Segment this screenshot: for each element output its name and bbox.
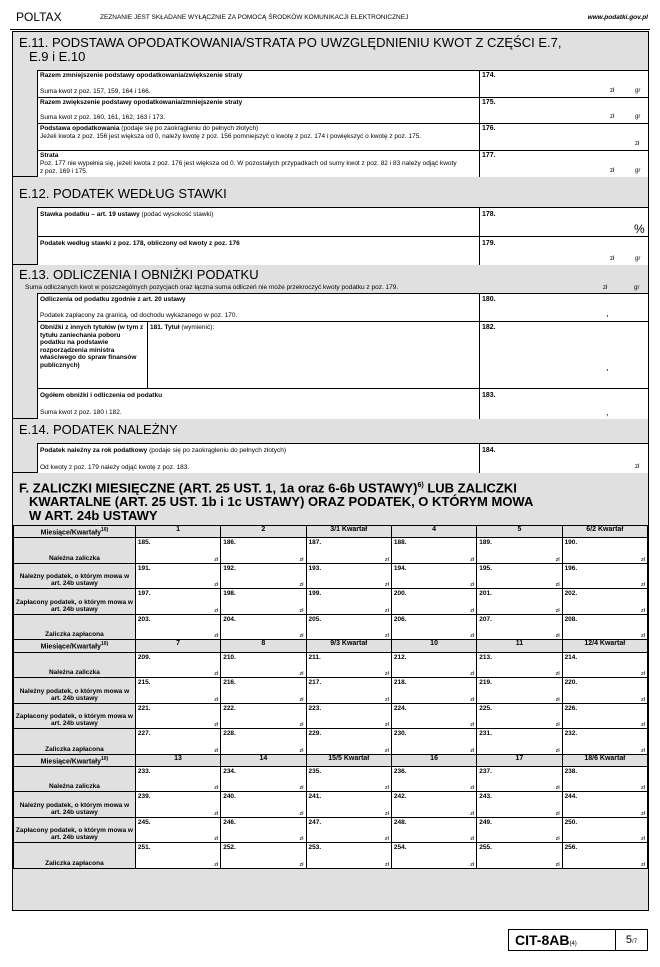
period-header: 8 bbox=[221, 640, 306, 652]
field-181-title[interactable]: 181. Tytuł (wymienić): bbox=[147, 321, 479, 388]
amount-field[interactable]: 193. zł bbox=[306, 563, 391, 589]
period-header: 2 bbox=[221, 526, 306, 538]
row-label: Należny podatek, o którym mowa w art. 24b ustawy bbox=[14, 792, 136, 818]
amount-field[interactable]: 204. zł bbox=[221, 614, 306, 640]
form-footer bbox=[508, 929, 648, 951]
amount-field[interactable]: 186. zł bbox=[221, 538, 306, 564]
table-row bbox=[14, 843, 648, 869]
amount-field[interactable]: 198. zł bbox=[221, 589, 306, 615]
period-header: 5 bbox=[477, 526, 562, 538]
amount-field[interactable]: 224. zł bbox=[391, 703, 476, 729]
form-frame bbox=[12, 31, 649, 911]
advances-table bbox=[13, 525, 648, 869]
section-e14-title: E.14. PODATEK NALEŻNY bbox=[19, 422, 178, 437]
page-header bbox=[10, 4, 650, 30]
section-e12-title: E.12. PODATEK WEDŁUG STAWKI bbox=[19, 186, 227, 201]
amount-field[interactable]: 227. zł bbox=[135, 729, 220, 755]
percent-sign: % bbox=[634, 222, 645, 236]
amount-field[interactable]: 239. zł bbox=[135, 792, 220, 818]
page-number: 5/7 bbox=[615, 930, 647, 950]
amount-field[interactable]: 216. zł bbox=[221, 678, 306, 704]
amount-field[interactable]: 211. zł bbox=[306, 652, 391, 678]
website-url[interactable]: www.podatki.gov.pl bbox=[587, 14, 648, 21]
row-label: Zaliczka zapłacona bbox=[14, 614, 136, 640]
field-177[interactable]: 177. zł gr bbox=[479, 150, 648, 177]
amount-field[interactable]: 255. zł bbox=[477, 843, 562, 869]
period-header: 11 bbox=[477, 640, 562, 652]
form-code: CIT-8AB(4) bbox=[515, 932, 577, 948]
section-e13-title: E.13. ODLICZENIA I OBNIŻKI PODATKU bbox=[19, 267, 259, 282]
amount-field[interactable]: 233. zł bbox=[135, 766, 220, 792]
table-row bbox=[14, 563, 648, 589]
period-header: 16 bbox=[391, 754, 476, 766]
amount-field[interactable]: 200. zł bbox=[391, 589, 476, 615]
amount-field[interactable]: 250. zł bbox=[562, 817, 647, 843]
row-label: Zapłacony podatek, o którym mowa w art. 24b ustawy bbox=[14, 589, 136, 615]
table-row bbox=[14, 589, 648, 615]
amount-field[interactable]: 240. zł bbox=[221, 792, 306, 818]
table-row bbox=[14, 792, 648, 818]
amount-field[interactable]: 248. zł bbox=[391, 817, 476, 843]
table-row bbox=[14, 678, 648, 704]
brand: POLTAX bbox=[16, 10, 62, 24]
period-header: 1 bbox=[135, 526, 220, 538]
amount-field[interactable]: 254. zł bbox=[391, 843, 476, 869]
amount-field[interactable]: 210. zł bbox=[221, 652, 306, 678]
amount-field[interactable]: 229. zł bbox=[306, 729, 391, 755]
period-header: 14 bbox=[221, 754, 306, 766]
amount-field[interactable]: 215. zł bbox=[135, 678, 220, 704]
period-header: 6/2 Kwartał bbox=[562, 526, 647, 538]
amount-field[interactable]: 197. zł bbox=[135, 589, 220, 615]
field-183[interactable]: 183. , bbox=[479, 388, 648, 419]
period-header: 15/5 Kwartał bbox=[306, 754, 391, 766]
amount-field[interactable]: 219. zł bbox=[477, 678, 562, 704]
grid-header-row bbox=[14, 640, 648, 652]
section-e11-title: E.11. PODSTAWA OPODATKOWANIA/STRATA PO UWZGLĘDNIENIU KWOT Z CZĘŚCI E.7, E.9 i E.10 bbox=[19, 35, 562, 64]
amount-field[interactable]: 232. zł bbox=[562, 729, 647, 755]
amount-field[interactable]: 238. zł bbox=[562, 766, 647, 792]
amount-field[interactable]: 242. zł bbox=[391, 792, 476, 818]
amount-field[interactable]: 241. zł bbox=[306, 792, 391, 818]
amount-field[interactable]: 249. zł bbox=[477, 817, 562, 843]
period-header: 7 bbox=[135, 640, 220, 652]
field-179[interactable]: 179. zł gr bbox=[479, 236, 648, 265]
table-row bbox=[14, 652, 648, 678]
row-177-label: Strata Poz. 177 nie wypełnia się, jeżeli kwota z poz. 176 jest większa od 0. W pozostałych przypadkach od sumy kwot z poz. 82 i 83 należy odjąć kwoty z poz. 169 i 175. bbox=[37, 150, 479, 177]
amount-field[interactable]: 205. zł bbox=[306, 614, 391, 640]
section-e13: E.13. ODLICZENIA I OBNIŻKI PODATKU Suma odliczanych kwot w poszczególnych pozycjach oraz łączna suma odliczeń nie może przekroczyć kwoty podatku z poz. 179. zł gr Odliczenia od podatku zgodnie z art. 20 ustawy Podatek zapłacony za granicą, od dochodu wykazanego w poz. 170. 180. , Obniżki z innych tytułów (w tym z tytułu zaniechania poboru podatku na podstawie rozporządzenia ministra właściwego do spraw finansów publicznych) 181. Tytuł (wymienić): 182. , Ogółem obniżki i odliczenia od podatku Suma kwot z poz. 180 i 182. 183. , bbox=[13, 265, 648, 419]
amount-field[interactable]: 247. zł bbox=[306, 817, 391, 843]
amount-field[interactable]: 252. zł bbox=[221, 843, 306, 869]
amount-field[interactable]: 217. zł bbox=[306, 678, 391, 704]
row-175-label: Razem zwiększenie podstawy opodatkowania/zmniejszenie straty Suma kwot z poz. 160, 161, 162, 163 i 173. bbox=[37, 97, 479, 123]
amount-field[interactable]: 203. zł bbox=[135, 614, 220, 640]
amount-field[interactable]: 223. zł bbox=[306, 703, 391, 729]
row-label: Zaliczka zapłacona bbox=[14, 729, 136, 755]
months-quarters-header: Miesiące/Kwartały$^{10)}$ bbox=[14, 526, 136, 538]
field-184[interactable]: 184. zł bbox=[479, 443, 648, 473]
table-row bbox=[14, 703, 648, 729]
amount-field[interactable]: 202. zł bbox=[562, 589, 647, 615]
period-header: 9/3 Kwartał bbox=[306, 640, 391, 652]
row-176-label: Podstawa opodatkowania (podaje się po zaokrągleniu do pełnych złotych) Jeżeli kwota z poz. 156 jest większa od 0, należy kwotę z poz. 156 pomniejszyć o kwotę z poz. 174 i powiększyć o kwotę z poz. 175. bbox=[37, 123, 479, 150]
amount-field[interactable]: 236. zł bbox=[391, 766, 476, 792]
row-label: Należny podatek, o którym mowa w art. 24b ustawy bbox=[14, 678, 136, 704]
section-e13-intro: Suma odliczanych kwot w poszczególnych pozycjach oraz łączna suma odliczeń nie może przekroczyć kwoty podatku z poz. 179. bbox=[25, 284, 399, 291]
amount-field[interactable]: 256. zł bbox=[562, 843, 647, 869]
row-label: Należna zaliczka bbox=[14, 652, 136, 678]
amount-field[interactable]: 214. zł bbox=[562, 652, 647, 678]
months-quarters-header: Miesiące/Kwartały$^{10)}$ bbox=[14, 640, 136, 652]
row-label: Należna zaliczka bbox=[14, 538, 136, 564]
amount-field[interactable]: 212. zł bbox=[391, 652, 476, 678]
amount-field[interactable]: 234. zł bbox=[221, 766, 306, 792]
amount-field[interactable]: 192. zł bbox=[221, 563, 306, 589]
months-quarters-header: Miesiące/Kwartały$^{10)}$ bbox=[14, 754, 136, 766]
section-e14 bbox=[13, 419, 648, 473]
amount-field[interactable]: 246. zł bbox=[221, 817, 306, 843]
field-180[interactable]: 180. , bbox=[479, 293, 648, 321]
amount-field[interactable]: 226. zł bbox=[562, 703, 647, 729]
amount-field[interactable]: 220. zł bbox=[562, 678, 647, 704]
row-label: Zapłacony podatek, o którym mowa w art. 24b ustawy bbox=[14, 817, 136, 843]
amount-field[interactable]: 196. zł bbox=[562, 563, 647, 589]
field-176[interactable]: 176. zł bbox=[479, 123, 648, 150]
table-row bbox=[14, 817, 648, 843]
field-182[interactable]: 182. , bbox=[479, 321, 648, 388]
amount-field[interactable]: 195. zł bbox=[477, 563, 562, 589]
amount-field[interactable]: 191. zł bbox=[135, 563, 220, 589]
table-row bbox=[14, 766, 648, 792]
amount-field[interactable]: 237. zł bbox=[477, 766, 562, 792]
period-header: 10 bbox=[391, 640, 476, 652]
amount-field[interactable]: 218. zł bbox=[391, 678, 476, 704]
row-label: Zaliczka zapłacona bbox=[14, 843, 136, 869]
section-f-title: F. ZALICZKI MIESIĘCZNE (ART. 25 UST. 1, 1a oraz 6-6b USTAWY)$^{6)}$ LUB ZALICZKI KWARTALNE (ART. 25 UST. 1b i 1c USTAWY) ORAZ PODATEK, O KTÓRYM MOWA W ART. 24b USTAWY bbox=[19, 480, 534, 524]
field-175[interactable]: 175. zł gr bbox=[479, 97, 648, 123]
section-e11 bbox=[13, 32, 648, 177]
electronic-note: ZEZNANIE JEST SKŁADANE WYŁĄCZNIE ZA POMOCĄ ŚRODKÓW KOMUNIKACJI ELEKTRONICZNEJ bbox=[100, 14, 409, 21]
amount-field[interactable]: 208. zł bbox=[562, 614, 647, 640]
amount-field[interactable]: 230. zł bbox=[391, 729, 476, 755]
amount-field[interactable]: 185. zł bbox=[135, 538, 220, 564]
table-row bbox=[14, 729, 648, 755]
row-178-label: Stawka podatku – art. 19 ustawy (podać wysokość stawki) bbox=[37, 207, 479, 236]
amount-field[interactable]: 207. zł bbox=[477, 614, 562, 640]
amount-field[interactable]: 201. zł bbox=[477, 589, 562, 615]
field-174[interactable]: 174. zł gr bbox=[479, 70, 648, 97]
amount-field[interactable]: 228. zł bbox=[221, 729, 306, 755]
grid-header-row bbox=[14, 754, 648, 766]
amount-field[interactable]: 187. zł bbox=[306, 538, 391, 564]
grid-header-row bbox=[14, 526, 648, 538]
table-row bbox=[14, 538, 648, 564]
field-178[interactable]: 178. % bbox=[479, 207, 648, 236]
amount-field[interactable]: 188. zł bbox=[391, 538, 476, 564]
amount-field[interactable]: 244. zł bbox=[562, 792, 647, 818]
amount-field[interactable]: 209. zł bbox=[135, 652, 220, 678]
amount-field[interactable]: 213. zł bbox=[477, 652, 562, 678]
amount-field[interactable]: 243. zł bbox=[477, 792, 562, 818]
period-header: 13 bbox=[135, 754, 220, 766]
row-label: Należna zaliczka bbox=[14, 766, 136, 792]
amount-field[interactable]: 206. zł bbox=[391, 614, 476, 640]
amount-field[interactable]: 253. zł bbox=[306, 843, 391, 869]
amount-field[interactable]: 221. zł bbox=[135, 703, 220, 729]
row-label: Zapłacony podatek, o którym mowa w art. 24b ustawy bbox=[14, 703, 136, 729]
period-header: 4 bbox=[391, 526, 476, 538]
period-header: 12/4 Kwartał bbox=[562, 640, 647, 652]
row-184-label: Podatek należny za rok podatkowy (podaje się po zaokrągleniu do pełnych złotych) Od kwoty z poz. 179 należy odjąć kwotę z poz. 183. bbox=[37, 443, 479, 473]
amount-field[interactable]: 222. zł bbox=[221, 703, 306, 729]
amount-field[interactable]: 231. zł bbox=[477, 729, 562, 755]
amount-field[interactable]: 194. zł bbox=[391, 563, 476, 589]
other-reductions-label: Obniżki z innych tytułów (w tym z tytułu zaniechania poboru podatku na podstawie rozporządzenia ministra właściwego do spraw finansów publicznych) bbox=[37, 321, 147, 388]
row-180-label: Odliczenia od podatku zgodnie z art. 20 ustawy Podatek zapłacony za granicą, od dochodu wykazanego w poz. 170. bbox=[37, 293, 479, 321]
row-174-label: Razem zmniejszenie podstawy opodatkowania/zwiększenie straty Suma kwot z poz. 157, 159, 164 i 166. bbox=[37, 70, 479, 97]
table-row bbox=[14, 614, 648, 640]
amount-field[interactable]: 245. zł bbox=[135, 817, 220, 843]
row-179-label: Podatek według stawki z poz. 178, obliczony od kwoty z poz. 176 bbox=[37, 236, 479, 265]
section-e12 bbox=[13, 177, 648, 265]
amount-field[interactable]: 190. zł bbox=[562, 538, 647, 564]
amount-field[interactable]: 189. zł bbox=[477, 538, 562, 564]
amount-field[interactable]: 225. zł bbox=[477, 703, 562, 729]
section-f bbox=[13, 473, 648, 910]
row-183-label: Ogółem obniżki i odliczenia od podatku Suma kwot z poz. 180 i 182. bbox=[37, 388, 479, 419]
period-header: 17 bbox=[477, 754, 562, 766]
row-label: Należny podatek, o którym mowa w art. 24b ustawy bbox=[14, 563, 136, 589]
amount-field[interactable]: 235. zł bbox=[306, 766, 391, 792]
amount-field[interactable]: 251. zł bbox=[135, 843, 220, 869]
period-header: 3/1 Kwartał bbox=[306, 526, 391, 538]
amount-field[interactable]: 199. zł bbox=[306, 589, 391, 615]
period-header: 18/6 Kwartał bbox=[562, 754, 647, 766]
